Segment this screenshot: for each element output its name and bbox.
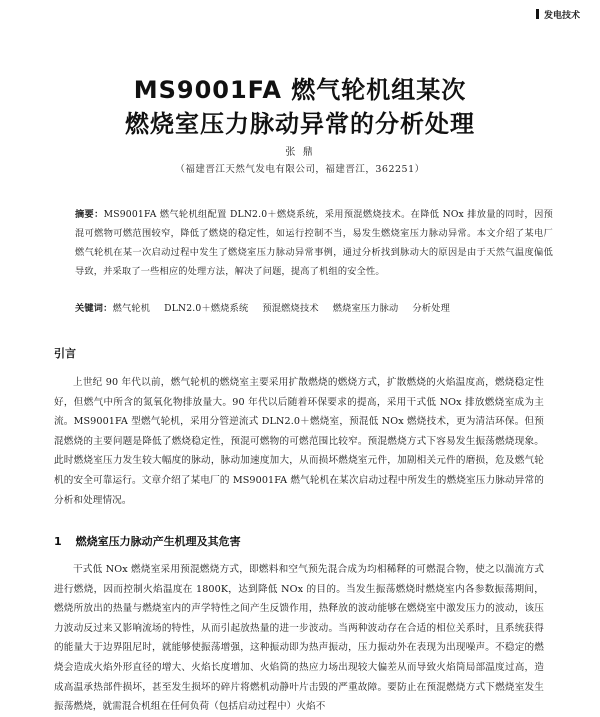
keyword: DLN2.0＋燃烧系统 <box>164 303 249 314</box>
intro-heading: 引言 <box>54 347 76 360</box>
section-1-paragraph: 干式低 NOx 燃烧室采用预混燃烧方式，即燃料和空气预先混合成为均相稀释的可燃混合物，使之以湍流方式进行燃烧，因而控制火焰温度在 1800K，达到降低 NOx 的目的。当发生振荡燃烧时燃烧室内各参数振荡期间，燃烧所放出的热量与燃烧室内的声学特性之间产生反馈作用，热释放的波动能够在燃烧室中激发压力的波动，该压力波动反过来又影响流场的特性，从而引起放热量的进一步波动。当两种波动存在合适的相位关系时，且系统获得的能量大于边界阻尼时，就能够使振荡增强，这种振动即为热声振动，压力振动外在表现为出现噪声。不稳定的燃烧会造成火焰外形直径的增大、火焰长度增加、火焰筒的热应力场出现较大偏差从而导致火焰筒局部温度过高，造成高温承热部件损坏，甚至发生损坏的碎片将燃机动静叶片击毁的严重故障。要防止在预混燃烧方式下燃烧室发生振荡燃烧，就需混合机组在任何负荷（包括启动过程中）火焰不 <box>54 564 544 713</box>
article-title-line-1: MS9001FA 燃气轮机组某次 <box>133 76 467 104</box>
abstract <box>75 205 553 281</box>
section-1-number: 1 <box>54 535 62 548</box>
keyword: 分析处理 <box>412 303 450 314</box>
section-1-title: 燃烧室压力脉动产生机理及其危害 <box>75 535 241 548</box>
journal-section-tag <box>536 8 580 21</box>
section-1-heading <box>54 533 241 549</box>
keyword: 燃气轮机 <box>112 303 151 314</box>
keyword: 燃烧室压力脉动 <box>332 303 399 314</box>
affiliation: （福建晋江天然气发电有限公司，福建晋江，362251） <box>175 164 425 175</box>
keywords-label: 关键词： <box>75 303 113 314</box>
section-tag-label: 发电技术 <box>543 11 580 21</box>
article-title-line-2: 燃烧室压力脉动异常的分析处理 <box>125 110 475 138</box>
author: 张 鼎 <box>285 147 315 158</box>
abstract-text: MS9001FA 燃气轮机组配置 DLN2.0＋燃烧系统，采用预混燃烧技术。在降低 NOx 排放量的同时，因预混可燃物可燃范围较窄，降低了燃烧的稳定性，如运行控制不当，易发生燃烧室压力脉动异常。本文介绍了某电厂燃气轮机在某一次启动过程中发生了燃烧室压力脉动异常事例，通过分析找到脉动大的原因是由于天然气温度偏低导致，并采取了一些相应的处理方法，解决了问题，提高了机组的安全性。 <box>75 209 553 277</box>
intro-paragraph: 上世纪 90 年代以前，燃气轮机的燃烧室主要采用扩散燃烧的燃烧方式，扩散燃烧的火焰温度高，燃烧稳定性好，但燃气中所含的氮氧化物排放量大。90 年代以后随着环保要求的提高，采用干式低 NOx 排放燃烧室成为主流。MS9001FA 型燃气轮机，采用分管逆流式 DLN2.0＋燃烧室，预混低 NOx 燃烧技术，更为清洁环保。但预混燃烧的主要问题是降低了燃烧稳定性，预混可燃物的可燃范围比较窄。预混燃烧方式下容易发生振荡燃烧现象。此时燃烧室压力发生较大幅度的脉动，脉动加速度加大，从而损坏燃烧室元件，加剧相关元件的磨损，危及燃气轮机的安全可靠运行。文章介绍了某电厂的 MS9001FA 燃气轮机在某次启动过程中所发生的燃烧室压力脉动异常的分析和处理情况。 <box>54 377 544 506</box>
keyword: 预混燃烧技术 <box>262 303 319 314</box>
section-marker <box>536 9 539 19</box>
abstract-label: 摘要： <box>75 209 104 220</box>
keywords <box>75 300 553 314</box>
